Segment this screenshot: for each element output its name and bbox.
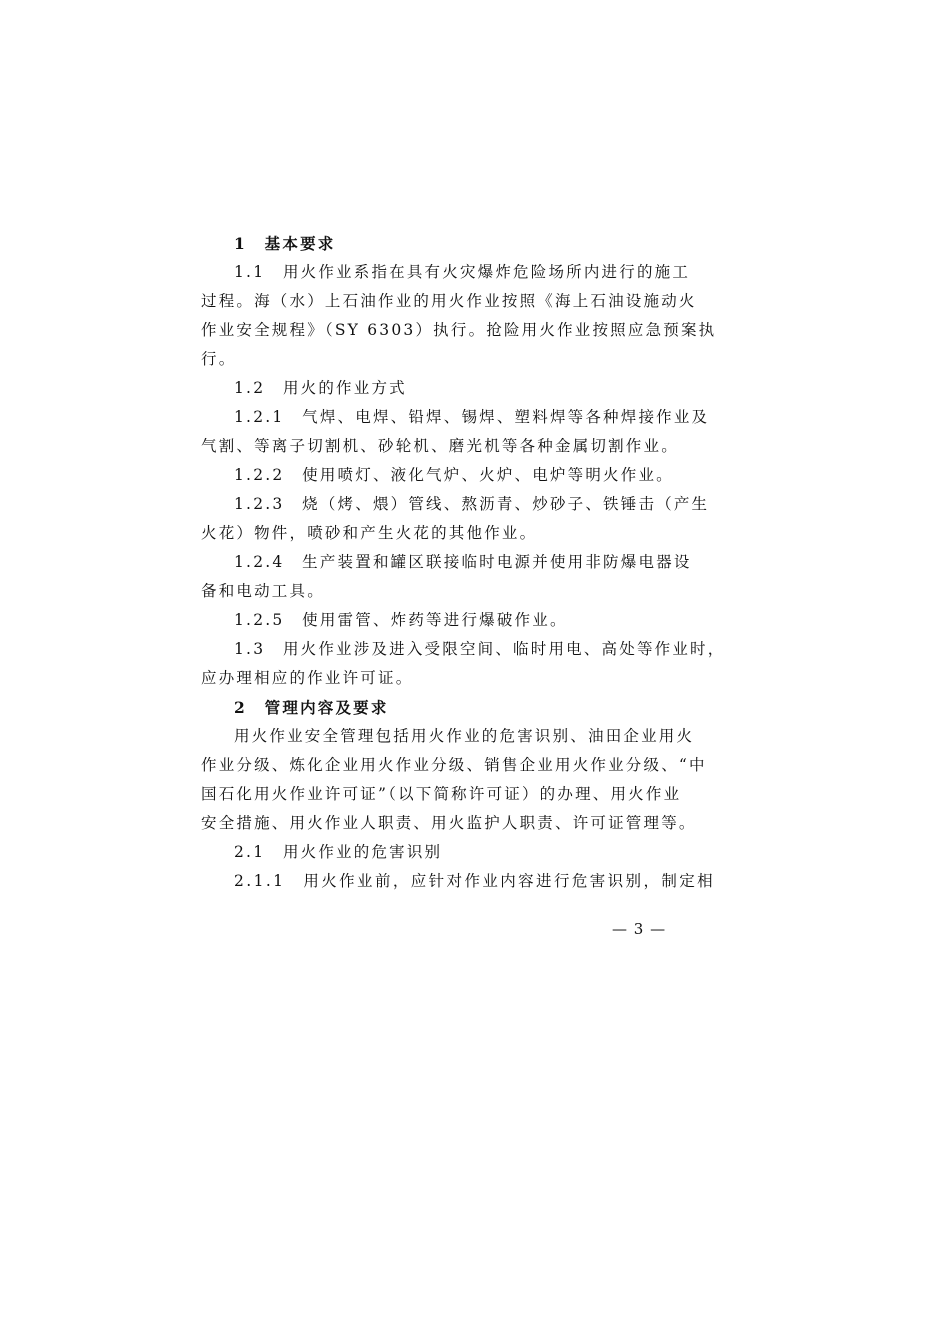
paragraph-line: 1.3 用火作业涉及进入受限空间、临时用电、高处等作业时， [234,640,726,658]
paragraph-line: 行。 [201,350,237,368]
paragraph-line: 1.2.1 气焊、电焊、铅焊、锡焊、塑料焊等各种焊接作业及 [234,408,710,426]
paragraph-line: 备和电动工具。 [201,582,325,600]
paragraph-line: 1.2.3 烧（烤、煨）管线、熬沥青、炒砂子、铁锤击（产生 [234,495,710,513]
paragraph-line: 1.1 用火作业系指在具有火灾爆炸危险场所内进行的施工 [234,263,691,281]
section-heading-2: 2 管理内容及要求 [234,698,389,717]
paragraph-line: 作业分级、炼化企业用火作业分级、销售企业用火作业分级、“中 [201,756,707,774]
subsection-heading: 2.1 用火作业的危害识别 [234,843,443,861]
paragraph-line: 火花）物件，喷砂和产生火花的其他作业。 [201,524,538,542]
subsection-heading: 1.2 用火的作业方式 [234,379,407,397]
paragraph-line: 1.2.5 使用雷管、炸药等进行爆破作业。 [234,611,568,629]
paragraph-line: 安全措施、用火作业人职责、用火监护人职责、许可证管理等。 [201,814,697,832]
paragraph-line: 气割、等离子切割机、砂轮机、磨光机等各种金属切割作业。 [201,437,679,455]
paragraph-line: 2.1.1 用火作业前，应针对作业内容进行危害识别，制定相 [234,872,716,890]
body-text [201,229,726,896]
paragraph-line: 作业安全规程》（SY 6303）执行。抢险用火作业按照应急预案执 [201,321,717,339]
paragraph-line: 过程。海（水）上石油作业的用火作业按照《海上石油设施动火 [201,292,697,310]
section-heading-1: 1 基本要求 [234,234,336,253]
page-number: — 3 — [612,920,667,938]
paragraph-line: 应办理相应的作业许可证。 [201,669,414,687]
paragraph-line: 用火作业安全管理包括用火作业的危害识别、油田企业用火 [234,727,695,745]
paragraph-line: 1.2.2 使用喷灯、液化气炉、火炉、电炉等明火作业。 [234,466,674,484]
paragraph-line: 国石化用火作业许可证”（以下简称许可证）的办理、用火作业 [201,785,682,803]
paragraph-line: 1.2.4 生产装置和罐区联接临时电源并使用非防爆电器设 [234,553,692,571]
